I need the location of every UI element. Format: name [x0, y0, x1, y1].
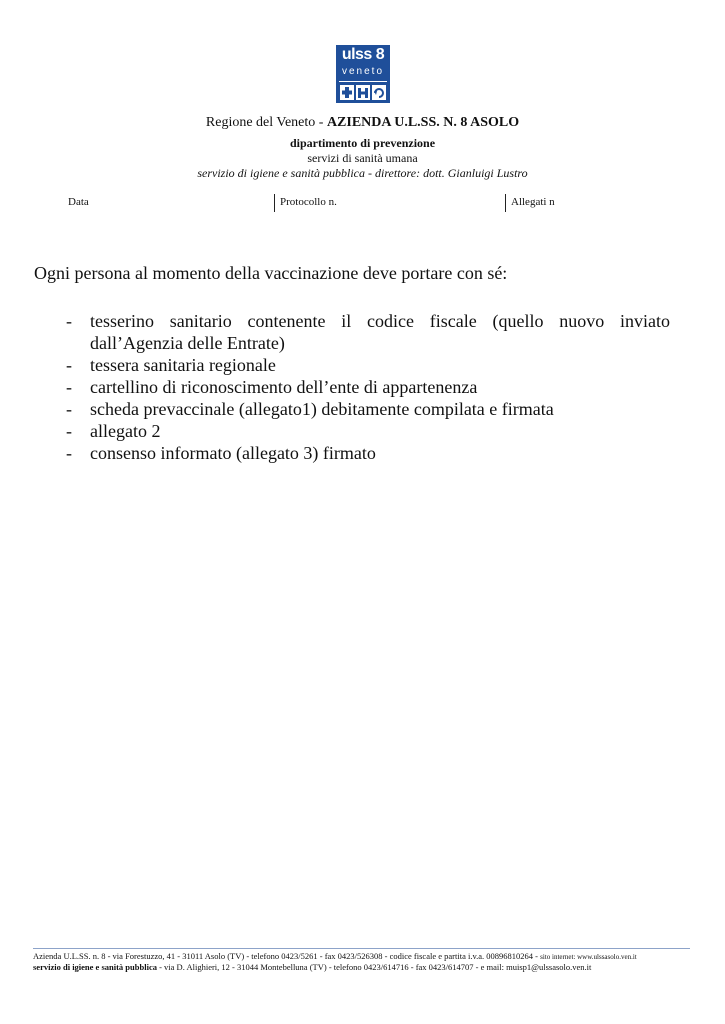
bullet-dash: - — [66, 355, 72, 375]
footer-line-2 — [33, 962, 591, 972]
bullet-dash: - — [66, 311, 72, 331]
bullet-dash: - — [66, 377, 72, 397]
list-item-text: scheda prevaccinale (allegato1) debitamente compilata e firmata — [90, 399, 554, 419]
bullet-dash: - — [66, 443, 72, 463]
list-item — [66, 398, 670, 420]
logo-title: ulss 8 — [341, 46, 385, 63]
list-item — [66, 310, 670, 354]
department-line: dipartimento di prevenzione — [289, 136, 436, 150]
footer-azienda-info: Azienda U.L.SS. n. 8 - via Forestuzzo, 41 - 31011 Asolo (TV) - telefono 0423/5261 - fax 0423/526308 - codice fiscale e partita i.v.a. 00896810264 - — [33, 951, 541, 961]
list-item-text: consenso informato (allegato 3) firmato — [90, 443, 376, 463]
region-name: Regione del Veneto - — [205, 115, 327, 130]
required-documents-list — [66, 310, 670, 464]
service-director-line: servizio di igiene e sanità pubblica - direttore: dott. Gianluigi Lustro — [197, 166, 528, 180]
list-item-text: allegato 2 — [90, 421, 161, 441]
logo-subtitle: veneto — [341, 66, 385, 77]
list-item — [66, 376, 670, 398]
protocollo-field-label: Protocollo n. — [280, 196, 337, 208]
bullet-dash: - — [66, 421, 72, 441]
footer-line-1 — [33, 951, 637, 961]
field-separator — [274, 194, 275, 212]
intro-text: Ogni persona al momento della vaccinazione deve portare con sé: — [34, 263, 508, 283]
list-item-text: cartellino di riconoscimento dell’ente di appartenenza — [90, 377, 478, 397]
list-item — [66, 420, 670, 442]
list-item — [66, 354, 670, 376]
region-line — [0, 115, 725, 131]
data-field-label: Data — [68, 196, 89, 208]
logo-divider — [339, 81, 387, 82]
list-item-text: tesserino sanitario contenente il codice fiscale (quello nuovo inviato dall’Agenzia delle Entrate) — [90, 311, 670, 353]
list-item-text: tessera sanitaria regionale — [90, 355, 276, 375]
logo-icons — [339, 85, 387, 100]
bullet-dash: - — [66, 399, 72, 419]
hospital-icon — [356, 85, 370, 100]
footer-rule — [33, 948, 690, 949]
cross-icon — [340, 85, 354, 100]
allegati-field-label: Allegati n — [511, 196, 555, 208]
footer-website: sito internet: www.ulssasolo.ven.it — [540, 953, 637, 961]
azienda-name: AZIENDA U.L.SS. N. 8 ASOLO — [326, 115, 520, 130]
footer-service-info: - via D. Alighieri, 12 - 31044 Montebelluna (TV) - telefono 0423/614716 - fax 0423/614707 - e mail: muisp1@ulssasolo.ven.it — [156, 962, 592, 972]
list-item — [66, 442, 670, 464]
services-line: servizi di sanità umana — [307, 151, 418, 165]
return-arrow-icon — [372, 85, 386, 100]
field-separator — [505, 194, 506, 212]
footer-service-name: servizio di igiene e sanità pubblica — [33, 962, 157, 972]
ulss8-logo — [336, 45, 390, 103]
